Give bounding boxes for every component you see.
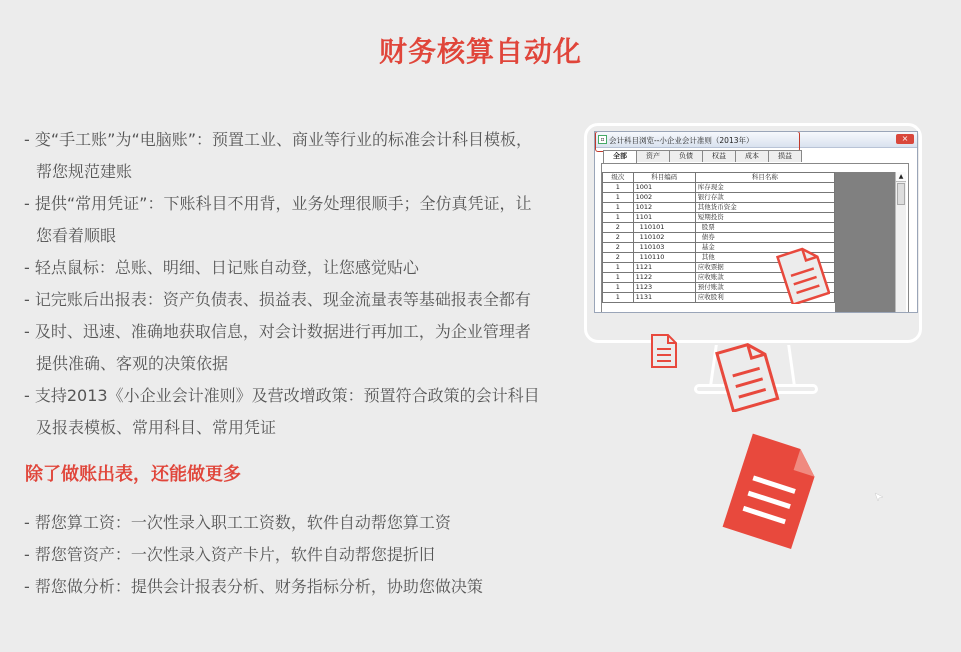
feature-list	[24, 124, 544, 444]
code-cell: 1121	[633, 263, 695, 273]
name-cell: 债券	[695, 233, 834, 243]
code-cell: 110103	[633, 243, 695, 253]
code-cell: 110102	[633, 233, 695, 243]
close-button[interactable]: ×	[896, 134, 914, 144]
code-cell: 1002	[633, 193, 695, 203]
account-grid-panel	[601, 163, 909, 313]
tab-profit-loss[interactable]: 损益	[768, 150, 802, 162]
tab-strip	[603, 150, 801, 162]
level-cell: 1	[603, 183, 634, 193]
level-cell: 1	[603, 213, 634, 223]
name-cell: 应收票据	[695, 263, 834, 273]
table-row[interactable]	[603, 213, 835, 223]
scroll-up-icon[interactable]: ▲	[896, 172, 906, 182]
name-cell: 银行存款	[695, 193, 834, 203]
tab-assets[interactable]: 资产	[636, 150, 670, 162]
table-row[interactable]	[603, 233, 835, 243]
code-cell: 1131	[633, 293, 695, 303]
table-row[interactable]	[603, 223, 835, 233]
app-icon: ▫	[598, 135, 607, 144]
table-row[interactable]	[603, 193, 835, 203]
document-icon	[650, 333, 678, 369]
level-cell: 2	[603, 243, 634, 253]
extra-feature-list	[24, 507, 544, 603]
name-cell: 库存现金	[695, 183, 834, 193]
name-cell: 股票	[695, 223, 834, 233]
page-title: 财务核算自动化	[378, 35, 582, 68]
feature-item: - 轻点鼠标：总账、明细、日记账自动登，让您感觉贴心	[24, 258, 419, 277]
name-cell: 应收股利	[695, 293, 834, 303]
name-cell: 应收账款	[695, 273, 834, 283]
extra-feature-item: - 帮您算工资：一次性录入职工工资数，软件自动帮您算工资	[24, 513, 451, 532]
extra-feature-item: - 帮您做分析：提供会计报表分析、财务指标分析，协助您做决策	[24, 577, 483, 596]
tab-liabilities[interactable]: 负债	[669, 150, 703, 162]
column-header-name: 科目名称	[695, 173, 834, 183]
table-row[interactable]	[603, 183, 835, 193]
window-title: 会计科目浏览--小企业会计准则（2013年）	[609, 136, 754, 145]
document-icon	[712, 338, 782, 412]
window-titlebar	[595, 132, 917, 148]
cursor-icon	[874, 492, 884, 502]
level-cell: 1	[603, 293, 634, 303]
document-icon	[716, 430, 826, 552]
extra-feature-item: - 帮您管资产：一次性录入资产卡片，软件自动帮您提折旧	[24, 545, 435, 564]
software-window	[594, 131, 918, 313]
level-cell: 1	[603, 203, 634, 213]
code-cell: 110110	[633, 253, 695, 263]
column-header-level: 级次	[603, 173, 634, 183]
name-cell: 基金	[695, 243, 834, 253]
table-row[interactable]	[603, 203, 835, 213]
feature-item: - 变“手工账”为“电脑账”：预置工业、商业等行业的标准会计科目模板，帮您规范建账	[24, 130, 533, 181]
feature-item: - 提供“常用凭证”：下账科目不用背，业务处理很顺手；全仿真凭证，让您看着顺眼	[24, 194, 532, 245]
feature-item: - 记完账后出报表：资产负债表、损益表、现金流量表等基础报表全都有	[24, 290, 531, 309]
code-cell: 1122	[633, 273, 695, 283]
code-cell: 1001	[633, 183, 695, 193]
feature-item: - 及时、迅速、准确地获取信息，对会计数据进行再加工，为企业管理者提供准确、客观的决策依据	[24, 322, 531, 373]
document-icon	[776, 244, 830, 304]
level-cell: 1	[603, 273, 634, 283]
feature-item: - 支持2013《小企业会计准则》及营改增政策：预置符合政策的会计科目及报表模板、常用科目、常用凭证	[24, 386, 540, 437]
empty-panel	[835, 172, 895, 313]
level-cell: 1	[603, 283, 634, 293]
level-cell: 2	[603, 253, 634, 263]
level-cell: 2	[603, 233, 634, 243]
level-cell: 1	[603, 263, 634, 273]
code-cell: 110101	[633, 223, 695, 233]
code-cell: 1101	[633, 213, 695, 223]
column-header-code: 科目编码	[633, 173, 695, 183]
tab-all[interactable]: 全部	[603, 150, 637, 163]
level-cell: 1	[603, 193, 634, 203]
name-cell: 预付账款	[695, 283, 834, 293]
name-cell: 其他	[695, 253, 834, 263]
code-cell: 1012	[633, 203, 695, 213]
tab-equity[interactable]: 权益	[702, 150, 736, 162]
name-cell: 其他货币资金	[695, 203, 834, 213]
code-cell: 1123	[633, 283, 695, 293]
name-cell: 短期投资	[695, 213, 834, 223]
tab-cost[interactable]: 成本	[735, 150, 769, 162]
vertical-scrollbar[interactable]	[895, 172, 906, 313]
scroll-thumb[interactable]	[897, 183, 905, 205]
level-cell: 2	[603, 223, 634, 233]
section-subtitle: 除了做账出表，还能做更多	[25, 464, 241, 485]
monitor-neck	[787, 345, 796, 385]
